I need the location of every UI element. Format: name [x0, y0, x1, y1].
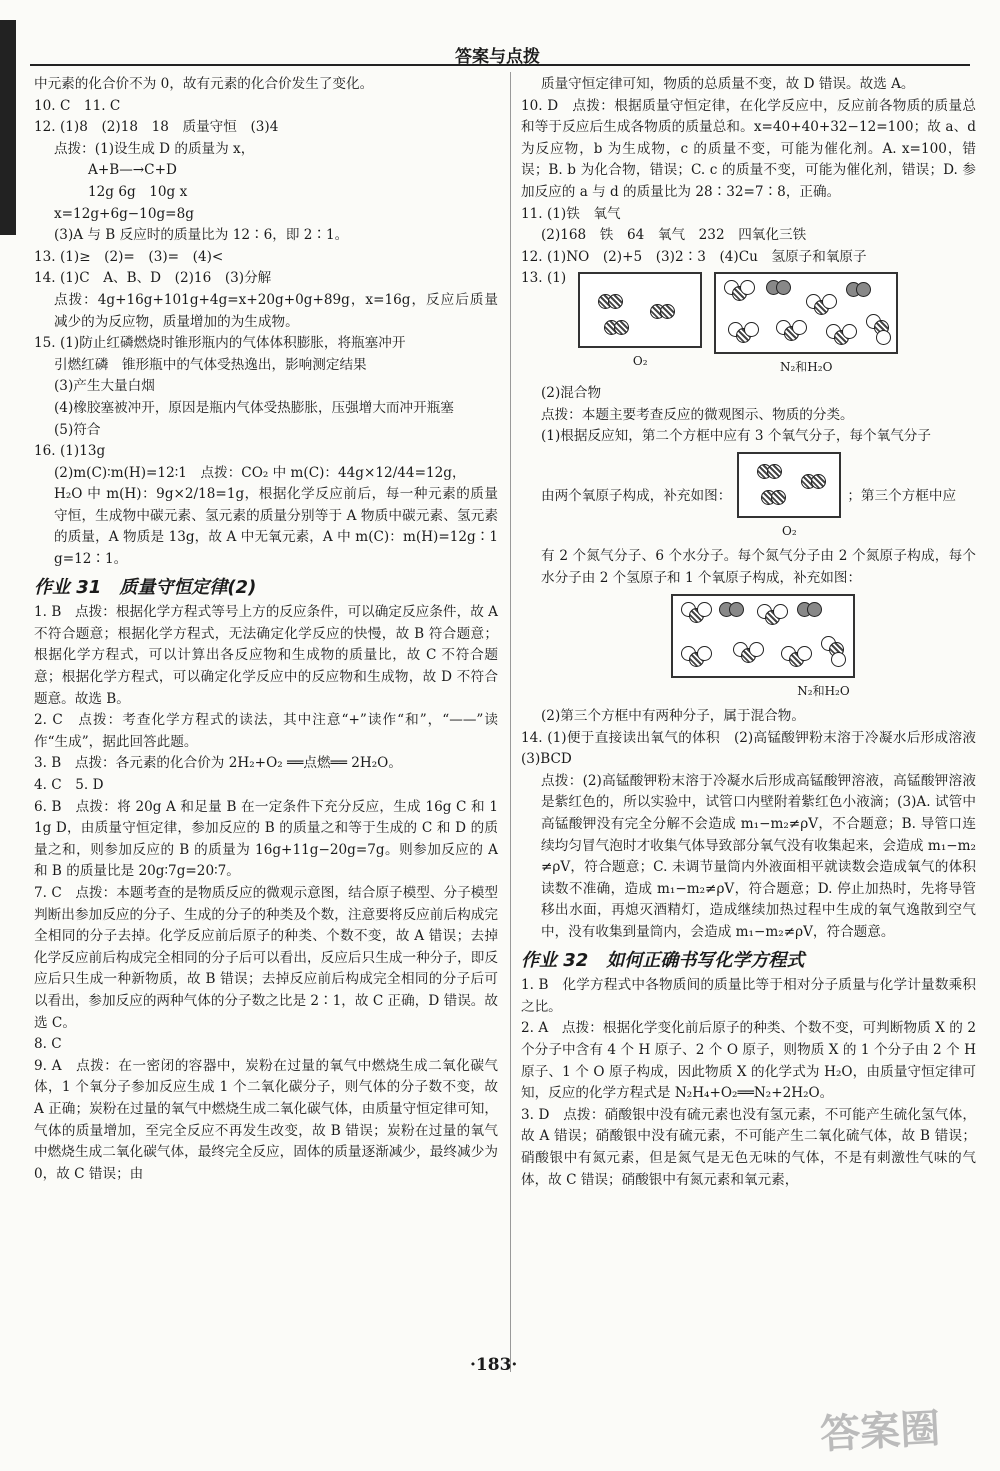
text-line: H₂O 中 m(H)：9g×2/18=1g，根据化学反应前后，每一种元素的质量守恒，生成物中碳元素、氢元素的质量分别等于 A 物质中碳元素、氢元素的质量，A 物质是 13g，故 A 中无氧元素，A 中 m(C)：m(H)=12g∶1g=12∶1。	[54, 486, 498, 568]
text-line: (4)橡胶塞被冲开，原因是瓶内气体受热膨胀，压强增大而冲开瓶塞	[54, 399, 454, 416]
answer-item: 9. A 点拨：在一密闭的容器中，炭粉在过量的氧气中燃烧生成二氧化碳气体，1 个氧分子参加反应生成 1 个二氧化碳分子，则气体的分子数不变，故 A 正确；炭粉在过量的氧气中燃烧生成二氧化碳气体，由质量守恒定律可知，气体的质量增加，至完全反应不再发生改变，故 B 错误；炭粉在过量的氧气中燃烧生成二氧化碳气体，最终完全反应，固体的质量逐渐减少，最终减少为 0，故 C 错误；由	[34, 1057, 498, 1182]
text-line: 质量守恒定律可知，物质的总质量不变，故 D 错误。故选 A。	[541, 76, 915, 92]
text-line: 点拨：4g+16g+101g+4g=x+20g+0g+89g，x=16g，反应后质量减少的为反应物，质量增加的为生成物。	[54, 291, 498, 330]
text-line: ；第三个方框中应	[847, 488, 957, 505]
text-line: (2)168 铁 64 氧气 232 四氧化三铁	[541, 227, 807, 244]
answer-item: 3. D 点拨：硝酸银中没有硫元素也没有氢元素，不可能产生硫化氢气体，故 A 错误；硝酸银中没有硫元素，不可能产生二氧化硫气体，故 B 错误；硝酸银中有氮元素，但是氮气是无色无味的气体，不是有刺激性气味的气体，故 C 错误；硝酸银中有氮元素和氧元素，	[521, 1106, 976, 1188]
column-divider	[510, 72, 511, 1372]
answer-item: 8. C	[34, 1036, 62, 1053]
page-number: ·183·	[470, 1355, 518, 1375]
text-line: (3)产生大量白烟	[54, 378, 155, 395]
equation-line: A+B—→C+D	[88, 162, 177, 179]
section-heading: 作业 31 质量守恒定律(2)	[34, 576, 257, 598]
text-line: (2)m(C)∶m(H)=12∶1 点拨：CO₂ 中 m(C)：44g×12/44=12g，	[54, 464, 466, 481]
section-heading: 作业 32 如何正确书写化学方程式	[521, 949, 805, 971]
answer-item: 14. (1)便于直接读出氧气的体积 (2)高锰酸钾粉末溶于冷凝水后形成溶液 (3)BCD	[521, 729, 990, 768]
answer-item: 6. B 点拨：将 20g A 和足量 B 在一定条件下充分反应，生成 16g C 和 11g D，由质量守恒定律，参加反应的 B 的质量之和等于生成的 C 和 D 的质量之和，则参加反应的 B 的质量为 16g+11g−20g=7g。则参加反应的 A 和 B 的质量比是 20g∶7g=20∶7。	[34, 798, 498, 880]
figure-caption: O₂	[632, 354, 648, 369]
answer-item: 1. B 点拨：根据化学方程式等号上方的反应条件，可以确定反应条件，故 A 不符合题意；根据化学方程式，无法确定化学反应的快慢，故 B 符合题意；根据化学方程式，可以计算出各反应物和生成物的质量比，故 C 不符合题意；根据化学方程式，可以确定化学反应中的反应物和生成物，故 D 不符合题意。故选 B。	[34, 604, 498, 707]
text-line: 14. (1)C A、B、D (2)16 (3)分解	[34, 270, 272, 287]
molecule-box	[578, 272, 702, 348]
text-line: 12. (1)8 (2)18 18 质量守恒 (3)4	[34, 119, 279, 136]
text-line: 点拨：(2)高锰酸钾粉末溶于冷凝水后形成高锰酸钾溶液，高锰酸钾溶液是紫红色的，所以实验中，试管口内壁附着紫红色小液滴；(3)A. 试管中高锰酸钾没有完全分解不会造成 m₁−m₂≠ρV，不合题意；B. 导管口连续均匀冒气泡时才收集气体导致部分氧气没有收集起来，会造成 m₁−m₂≠ρV，符合题意；C. 未调节量筒内外液面相平就读数会造成氧气的体积读数不准确，造成 m₁−m₂≠ρV，符合题意；D. 停止加热时，先将导管移出水面，再熄灭酒精灯，造成继续加热过程中生成的氧气逸散到空气中，没有收集到量筒内，会造成 m₁−m₂≠ρV，符合题意。	[541, 772, 976, 941]
answer-item: 3. B 点拨：各元素的化合价为 2H₂+O₂ ══点燃══ 2H₂O。	[34, 755, 402, 772]
figure-caption: N₂和H₂O	[797, 683, 850, 698]
page-header	[30, 40, 970, 66]
text-line: 13. (1)≥ (2)= (3)= (4)<	[34, 248, 224, 265]
equation-line: 12g 6g 10g x	[88, 183, 188, 200]
answer-item: 12. (1)NO (2)+5 (3)2∶3 (4)Cu 氢原子和氧原子	[521, 248, 867, 265]
text-line: (2)混合物	[541, 384, 602, 401]
figure-caption: N₂和H₂O	[779, 360, 833, 375]
text-line: 点拨：本题主要考查反应的微观图示、物质的分类。	[541, 406, 854, 423]
answer-item: 2. A 点拨：根据化学变化前后原子的种类、个数不变，可判断物质 X 的 2 个分子中含有 4 个 H 原子、2 个 O 原子，则物质 X 的 1 个分子由 2 个 H 原子、1 个 O 原子构成，因此物质 X 的化学式为 H₂O，由质量守恒定律可知，反应的化学方程式是 N₂H₄+O₂══N₂+2H₂O。	[521, 1020, 976, 1102]
answer-item: 13. (1)	[521, 270, 567, 287]
answer-item: 10. D 点拨：根据质量守恒定律，在化学反应中，反应前各物质的质量总和等于反应后生成各物质的质量总和。x=40+40+32−12=100；故 a、d 为反应物，b 为生成物，c 的质量不变，可能为催化剂。A. x=100，错误；B. b 为化合物，错误；C. c 的质量不变，可能为催化剂，错误；D. 参加反应的 a 与 d 的质量比为 28∶32=7∶8，正确。	[521, 97, 976, 200]
answer-item: 4. C 5. D	[34, 777, 104, 793]
figure-o2-completed	[737, 452, 841, 543]
equation-line: x=12g+6g−10g=8g	[54, 205, 194, 222]
text-line: 点拨：(1)设生成 D 的质量为 x，	[54, 140, 255, 157]
text-line: 中元素的化合价不为 0，故有元素的化合价发生了变化。	[34, 76, 374, 92]
text-line: 由两个氧原子构成，补充如图：	[541, 488, 732, 505]
text-line: 有 2 个氮气分子、6 个水分子。每个氮气分子由 2 个氮原子构成，每个水分子由 2 个氢原子和 1 个氧原子构成，补充如图：	[541, 548, 976, 586]
answer-item: 1. B 化学方程式中各物质间的质量比等于相对分子质量与化学计量数乘积之比。	[521, 977, 976, 1015]
molecule-box	[714, 272, 898, 354]
figure-n2-h2o-completed	[671, 594, 976, 703]
molecule-box	[737, 452, 841, 518]
figure-caption: O₂	[781, 523, 797, 538]
molecule-box	[671, 594, 855, 678]
header-title: 答案与点拨	[455, 47, 540, 67]
figure-n2-h2o-small	[714, 272, 898, 379]
text-line: 10. C 11. C	[34, 97, 121, 114]
text-line: 引燃红磷 锥形瓶中的气体受热逸出，影响测定结果	[54, 356, 367, 373]
answer-item: 2. C 点拨：考查化学方程式的读法，其中注意“+”读作“和”，“——”读作“生成”，据此回答此题。	[34, 712, 498, 750]
figure-o2-small	[578, 272, 702, 373]
text-line: (3)A 与 B 反应时的质量比为 12∶6，即 2∶1。	[54, 227, 349, 244]
text-line: (2)第三个方框中有两种分子，属于混合物。	[541, 708, 805, 725]
left-column	[34, 74, 498, 1185]
text-line: 15. (1)防止红磷燃烧时锥形瓶内的气体体积膨胀，将瓶塞冲开	[34, 335, 406, 352]
right-column	[521, 74, 990, 1191]
answer-item: 7. C 点拨：本题考查的是物质反应的微观示意图，结合原子模型、分子模型判断出参加反应的分子、生成的分子的种类及个数，注意要将反应前后构成完全相同的分子去掉。化学反应前后原子的种类、个数不变，故 A 错误；去掉化学反应前后构成完全相同的分子后可以看出，反应后只生成一种分子，即反应后只生成一种新物质，故 B 错误；去掉反应前后构成完全相同的分子后可以看出，参加反应的两种气体的分子数之比是 2∶1，故 C 正确，D 错误。故选 C。	[34, 884, 498, 1031]
text-line: (5)符合	[54, 421, 101, 438]
text-line: 16. (1)13g	[34, 443, 106, 460]
watermark-logo: 答案圈	[819, 1405, 942, 1459]
text-line: (1)根据反应知，第二个方框中应有 3 个氧气分子，每个氧气分子	[541, 428, 931, 445]
answer-item: 11. (1)铁 氧气	[521, 205, 621, 222]
binding-spine	[0, 20, 16, 235]
